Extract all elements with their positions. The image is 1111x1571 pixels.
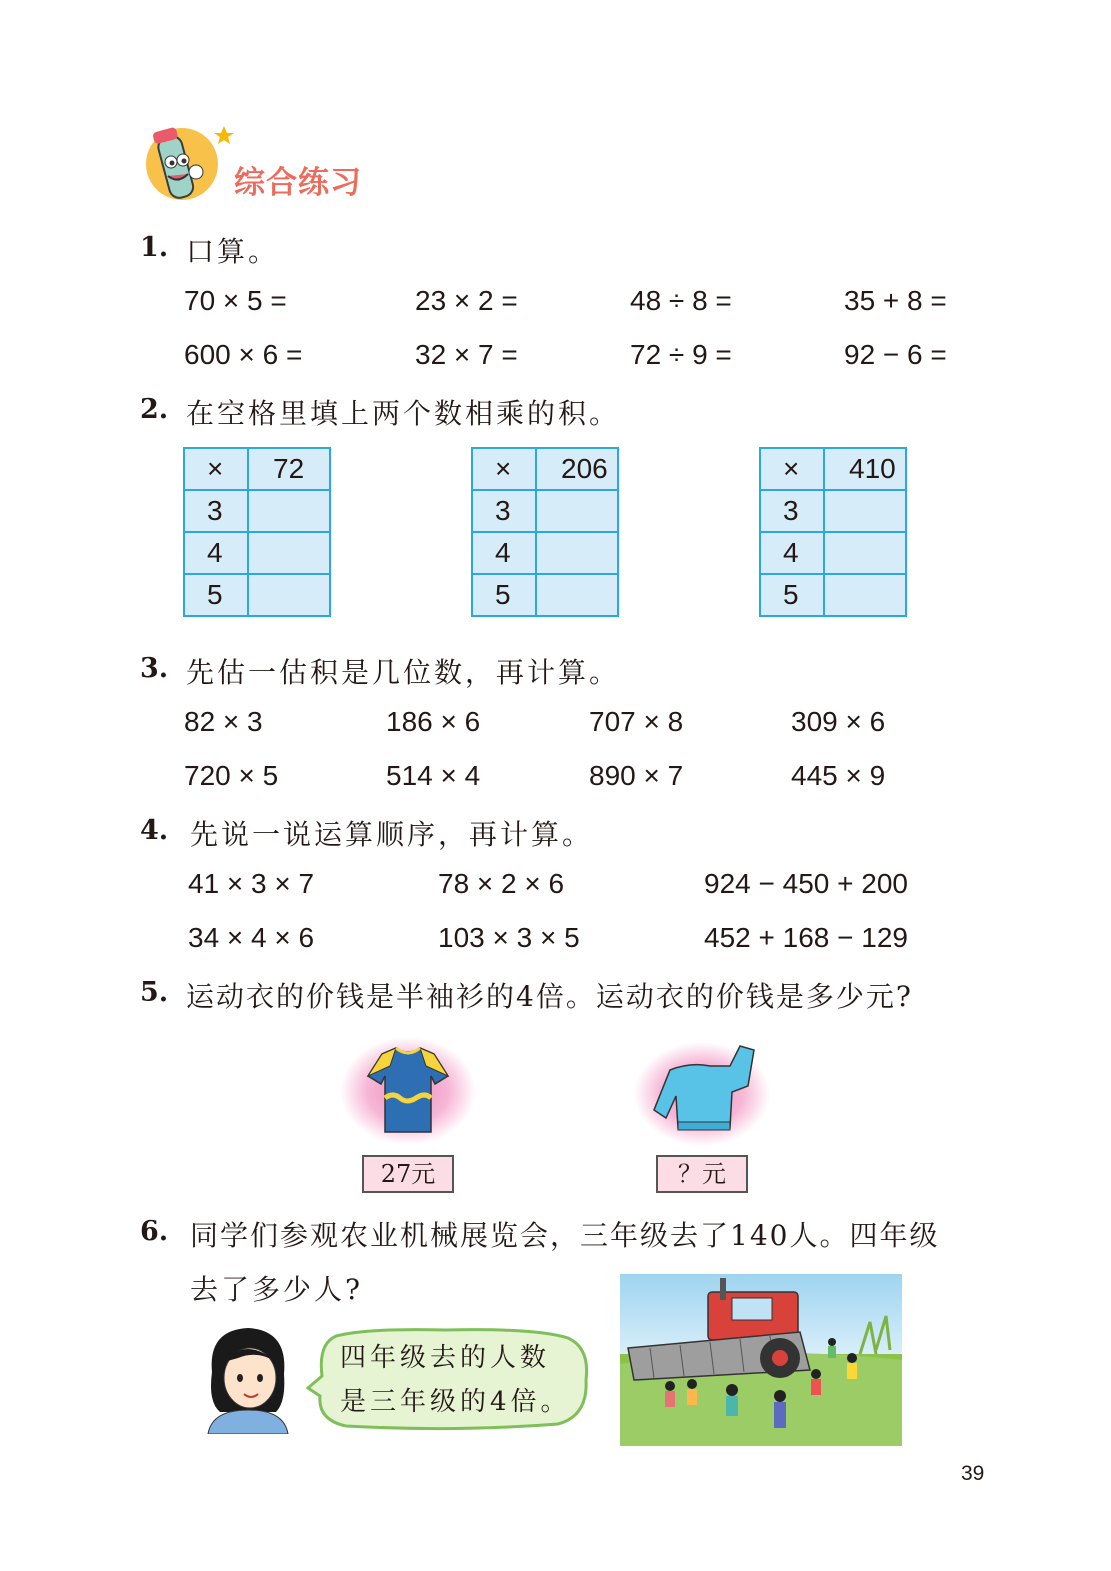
question-text-6-line1: 同学们参观农业机械展览会，三年级去了140人。四年级 [190,1219,940,1252]
q1-expression: 70 × 5 = [184,285,287,316]
answer-cell[interactable] [536,490,618,532]
bubble-line-1: 四年级去的人数 [340,1343,551,1373]
table-multiplier: 5 [760,574,824,616]
q1-expression: 92 − 6 = [844,339,947,370]
table-multiplier: 5 [184,574,248,616]
q3-expression: 720 × 5 [184,760,279,791]
q4-expression: 452 + 168 − 129 [704,922,908,953]
table-multiplicand: 410 [824,448,906,490]
table-multiplier: 3 [472,490,536,532]
q1-expression: 35 + 8 = [844,285,947,316]
question-number-1: 1. [140,232,169,263]
answer-cell[interactable] [248,532,330,574]
q4-expression: 78 × 2 × 6 [438,868,565,899]
q3-expression: 890 × 7 [589,760,684,791]
table-multiplier: 3 [184,490,248,532]
q3-expression: 82 × 3 [184,706,263,737]
q3-expression: 514 × 4 [386,760,481,791]
question-number-2: 2. [140,394,169,425]
answer-cell[interactable] [248,574,330,616]
question-text-2: 在空格里填上两个数相乘的积。 [186,397,621,430]
page-title: 综合练习 [234,165,362,201]
question-number-3: 3. [140,653,169,684]
q1-expression: 48 ÷ 8 = [630,285,732,316]
question-number-4: 4. [140,815,169,846]
question-number-5: 5. [140,977,169,1008]
q1-expression: 600 × 6 = [184,339,303,370]
table-operator: × [760,448,824,490]
page-number: 39 [961,1462,985,1485]
table-multiplier: 5 [472,574,536,616]
mascot-pencil-icon [138,118,238,218]
q4-expression: 103 × 3 × 5 [438,922,580,953]
q1-expression: 32 × 7 = [415,339,518,370]
table-multiplier: 4 [184,532,248,574]
q4-expression: 41 × 3 × 7 [188,868,315,899]
q3-expression: 186 × 6 [386,706,481,737]
answer-cell[interactable] [824,574,906,616]
q3-expression: 707 × 8 [589,706,684,737]
question-text-5: 运动衣的价钱是半袖衫的4倍。运动衣的价钱是多少元? [186,980,913,1013]
table-multiplicand: 72 [248,448,330,490]
multiplication-table-3 [759,447,907,617]
girl-avatar [198,1322,298,1434]
question-text-6-line2: 去了多少人? [190,1273,364,1306]
table-multiplicand: 206 [536,448,618,490]
q1-expression: 72 ÷ 9 = [630,339,732,370]
price-tag-shirt: 27元 [362,1155,454,1193]
q4-expression: 34 × 4 × 6 [188,922,315,953]
table-multiplier: 4 [472,532,536,574]
answer-cell[interactable] [248,490,330,532]
answer-cell[interactable] [536,574,618,616]
bubble-line-2: 是三年级的4倍。 [340,1387,571,1417]
q3-expression: 309 × 6 [791,706,886,737]
price-tag-sweater: ？元 [656,1155,748,1193]
multiplication-table-2 [471,447,619,617]
question-text-1: 口算。 [186,235,280,268]
farm-machine-scene-illustration [620,1274,902,1446]
sweater-icon [630,1036,770,1146]
table-multiplier: 4 [760,532,824,574]
q4-expression: 924 − 450 + 200 [704,868,908,899]
tshirt-icon [338,1036,478,1146]
answer-cell[interactable] [824,532,906,574]
question-text-4: 先说一说运算顺序，再计算。 [190,818,594,851]
q1-expression: 23 × 2 = [415,285,518,316]
question-number-6: 6. [140,1216,169,1247]
table-multiplier: 3 [760,490,824,532]
table-operator: × [184,448,248,490]
table-operator: × [472,448,536,490]
answer-cell[interactable] [824,490,906,532]
question-text-3: 先估一估积是几位数，再计算。 [186,656,621,689]
multiplication-table-1 [183,447,331,617]
answer-cell[interactable] [536,532,618,574]
speech-bubble [306,1328,592,1432]
q3-expression: 445 × 9 [791,760,886,791]
